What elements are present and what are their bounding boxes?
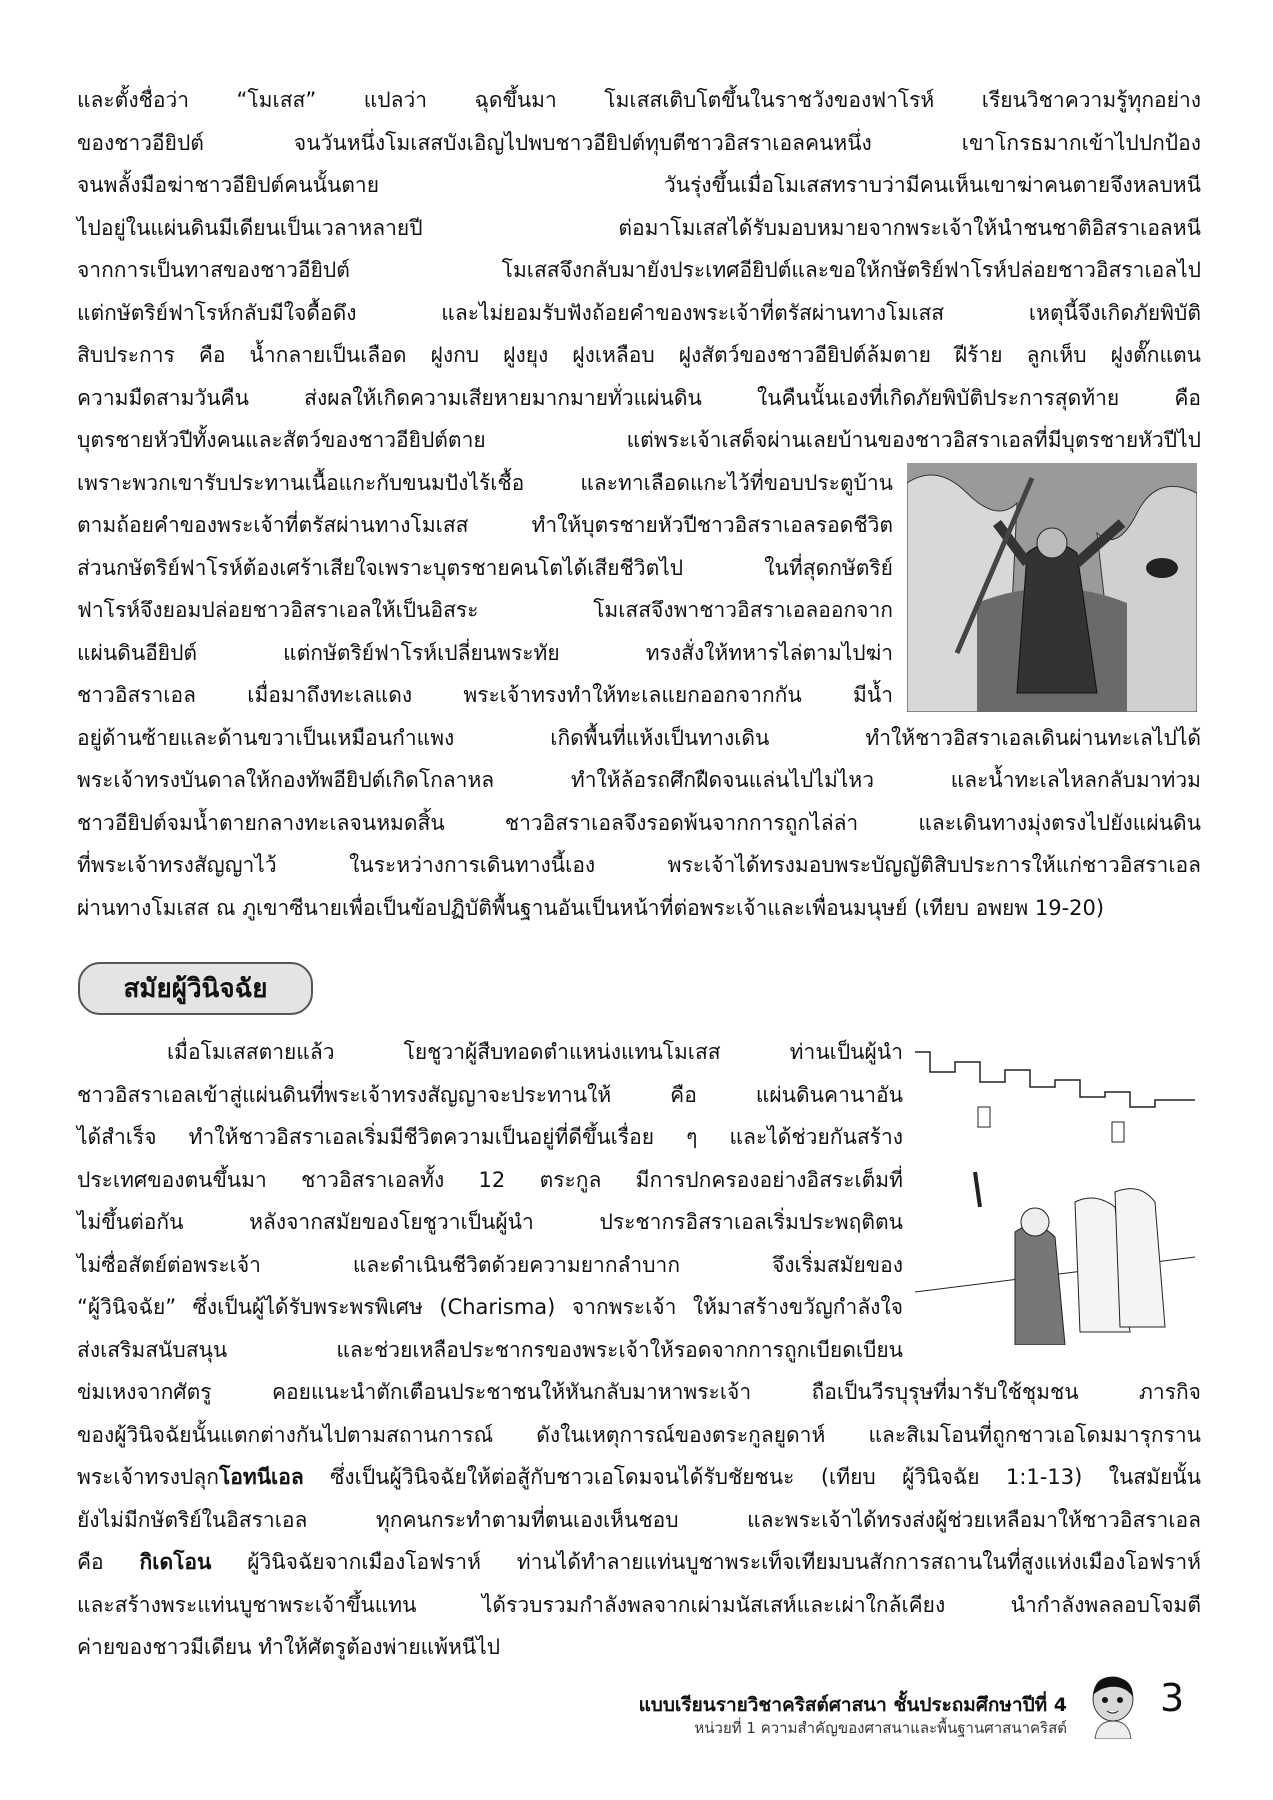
text-line: ของผู้วินิจฉัยนั้นแตกต่างกันไปตามสถานการณ์ ดังในเหตุการณ์ของตระกูลยูดาห์ และสิเมโอนที่ถูกชาวเอโดมมารุกราน — [77, 1422, 1201, 1447]
section-heading-judges: สมัยผู้วินิจฉัย — [78, 962, 313, 1015]
text-line: ไปอยู่ในแผ่นดินมีเดียนเป็นเวลาหลายปี ต่อมาโมเสสได้รับมอบหมายจากพระเจ้าให้นำชนชาติอิสราเอลหนี — [77, 215, 1201, 240]
text-line: ยังไม่มีกษัตริย์ในอิสราเอล ทุกคนกระทำตามที่ตนเองเห็นชอบ และพระเจ้าได้ทรงส่งผู้ช่วยเหลือมาให้ชาวอิสราเอล — [77, 1507, 1201, 1532]
text-segment: พระเจ้าทรงปลุก — [77, 1465, 219, 1489]
text-line: จนพลั้งมือฆ่าชาวอียิปต์คนนั้นตาย วันรุ่งขึ้นเมื่อโมเสสทราบว่ามีคนเห็นเขาฆ่าคนตายจึงหลบหนี — [77, 173, 1201, 197]
text-segment: คือ — [77, 1550, 140, 1574]
text-line: “ผู้วินิจฉัย” ซึ่งเป็นผู้ได้รับพระพรพิเศษ (Charisma) จากพระเจ้า ให้มาสร้างขวัญกำลังใจ — [77, 1295, 903, 1319]
text-line: ประเทศของตนขึ้นมา ชาวอิสราเอลทั้ง 12 ตระกูล มีการปกครองอย่างอิสระเต็มที่ — [77, 1167, 903, 1192]
text-line: แผ่นดินอียิปต์ แต่กษัตริย์ฟาโรห์เปลี่ยนพระทัย ทรงสั่งให้ทหารไล่ตามไปฆ่า — [77, 640, 893, 665]
text-line: สิบประการ คือ น้ำกลายเป็นเลือด ฝูงกบ ฝูงยุง ฝูงเหลือบ ฝูงสัตว์ของชาวอียิปต์ล้มตาย ฝีร้าย ลูกเห็บ ฝูงตั๊กแตน — [77, 343, 1201, 367]
moses-parting-sea-illustration — [907, 463, 1197, 712]
text-line: อยู่ด้านซ้ายและด้านขวาเป็นเหมือนกำแพง เกิดพื้นที่แห้งเป็นทางเดิน ทำให้ชาวอิสราเอลเดินผ่านทะเลไปได้ — [77, 725, 1201, 750]
text-line: ไม่ขึ้นต่อกัน หลังจากสมัยของโยชูวาเป็นผู้นำ ประชากรอิสราเอลเริ่มประพฤติตน — [77, 1210, 903, 1234]
text-line: และตั้งชื่อว่า “โมเสส” แปลว่า ฉุดขึ้นมา โมเสสเติบโตขึ้นในราชวังของฟาโรห์ เรียนวิชาความรู้ทุกอย่าง — [77, 88, 1201, 112]
bold-name: กิเดโอน — [139, 1550, 212, 1574]
text-line: จากการเป็นทาสของชาวอียิปต์ โมเสสจึงกลับมายังประเทศอียิปต์และขอให้กษัตริย์ฟาโรห์ปล่อยชาวอิสราเอลไป — [77, 258, 1201, 282]
text-line: พระเจ้าทรงบันดาลให้กองทัพอียิปต์เกิดโกลาหล ทำให้ล้อรถศึกฝืดจนแล่นไปไม่ไหว และน้ำทะเลไหลกลับมาท่วม — [77, 768, 1201, 792]
text-line: ค่ายของชาวมีเดียน ทำให้ศัตรูต้องพ่ายแพ้หนีไป — [77, 1635, 501, 1659]
text-line: ได้สำเร็จ ทำให้ชาวอิสราเอลเริ่มมีชีวิตความเป็นอยู่ที่ดีขึ้นเรื่อย ๆ และได้ช่วยกันสร้าง — [77, 1125, 903, 1149]
boy-mascot-icon — [1085, 1673, 1141, 1739]
text-line: ชาวอิสราเอลเข้าสู่แผ่นดินที่พระเจ้าทรงสัญญาจะประทานให้ คือ แผ่นดินคานาอัน — [77, 1082, 903, 1107]
text-line: ชาวอียิปต์จมน้ำตายกลางทะเลจนหมดสิ้น ชาวอิสราเอลจึงรอดพ้นจากการถูกไล่ล่า และเดินทางมุ่งตรงไปยังแผ่นดิน — [77, 810, 1201, 835]
footer-book-title: แบบเรียนรายวิชาคริสต์ศาสนา ชั้นประถมศึกษาปีที่ 4 — [638, 1694, 1067, 1716]
text-line: ส่วนกษัตริย์ฟาโรห์ต้องเศร้าเสียใจเพราะบุตรชายคนโตได้เสียชีวิตไป ในที่สุดกษัตริย์ — [77, 555, 893, 580]
text-line: ของชาวอียิปต์ จนวันหนึ่งโมเสสบังเอิญไปพบชาวอียิปต์ทุบตีชาวอิสราเอลคนหนึ่ง เขาโกรธมากเข้าไปปกป้อง — [77, 130, 1201, 155]
text-line: และสร้างพระแท่นบูชาพระเจ้าขึ้นแทน ได้รวบรวมกำลังพลจากเผ่ามนัสเสห์และเผ่าใกล้เคียง นำกำลังพลลอบโจมตี — [77, 1592, 1201, 1617]
text-line — [77, 1456, 1201, 1498]
text-line: เมื่อโมเสสตายแล้ว โยชูวาผู้สืบทอดตำแหน่งแทนโมเสส ท่านเป็นผู้นำ — [167, 1040, 903, 1064]
text-segment: ซึ่งเป็นผู้วินิจฉัยให้ต่อสู้กับชาวเอโดมจนได้รับชัยชนะ (เทียบ ผู้วินิจฉัย 1:1-13) ในสมัยนั้น — [303, 1465, 1201, 1489]
text-line: แต่กษัตริย์ฟาโรห์กลับมีใจดื้อดึง และไม่ยอมรับฟังถ้อยคำของพระเจ้าที่ตรัสผ่านทางโมเสส เหตุนี้จึงเกิดภัยพิบัติ — [77, 300, 1201, 325]
bold-name: โอทนีเอล — [218, 1465, 304, 1489]
text-segment: ผู้วินิจฉัยจากเมืองโอฟราห์ ท่านได้ทำลายแท่นบูชาพระเท็จเทียมบนสักการสถานในที่สูงแห่งเมืองโอฟราห์ — [211, 1550, 1202, 1574]
text-line: ข่มเหงจากศัตรู คอยแนะนำตักเตือนประชาชนให้หันกลับมาหาพระเจ้า ถือเป็นวีรบุรุษที่มารับใช้ชุมชน ภารกิจ — [77, 1380, 1201, 1404]
text-line — [77, 1541, 1201, 1583]
jericho-trumpets-illustration — [915, 1042, 1195, 1345]
text-line: ตามถ้อยคำของพระเจ้าที่ตรัสผ่านทางโมเสส ทำให้บุตรชายหัวปีชาวอิสราเอลรอดชีวิต — [77, 513, 893, 537]
text-line: ความมืดสามวันคืน ส่งผลให้เกิดความเสียหายมากมายทั่วแผ่นดิน ในคืนนั้นเองที่เกิดภัยพิบัติประการสุดท้าย คือ — [77, 385, 1201, 410]
text-line: ชาวอิสราเอล เมื่อมาถึงทะเลแดง พระเจ้าทรงทำให้ทะเลแยกออกจากกัน มีน้ำ — [77, 683, 893, 707]
text-line: บุตรชายหัวปีทั้งคนและสัตว์ของชาวอียิปต์ตาย แต่พระเจ้าเสด็จผ่านเลยบ้านของชาวอิสราเอลที่มีบุตรชายหัวปีไป — [77, 428, 1201, 452]
footer-unit-title: หน่วยที่ 1 ความสำคัญของศาสนาและพื้นฐานศาสนาคริสต์ — [694, 1719, 1067, 1737]
text-line: เพราะพวกเขารับประทานเนื้อแกะกับขนมปังไร้เชื้อ และทาเลือดแกะไว้ที่ขอบประตูบ้าน — [77, 470, 893, 495]
page-number: 3 — [1160, 1676, 1185, 1720]
text-line: ที่พระเจ้าทรงสัญญาไว้ ในระหว่างการเดินทางนี้เอง พระเจ้าได้ทรงมอบพระบัญญัติสิบประการให้แก่ชาวอิสราเอล — [77, 853, 1201, 877]
text-line: ไม่ซื่อสัตย์ต่อพระเจ้า และดำเนินชีวิตด้วยความยากลำบาก จึงเริ่มสมัยของ — [77, 1252, 903, 1277]
text-line: ฟาโรห์จึงยอมปล่อยชาวอิสราเอลให้เป็นอิสระ โมเสสจึงพาชาวอิสราเอลออกจาก — [77, 598, 893, 622]
text-line: ผ่านทางโมเสส ณ ภูเขาซีนายเพื่อเป็นข้อปฏิบัติพื้นฐานอันเป็นหน้าที่ต่อพระเจ้าและเพื่อนมนุษย์ (เทียบ อพยพ 19-20) — [77, 895, 1105, 920]
text-line: ส่งเสริมสนับสนุน และช่วยเหลือประชากรของพระเจ้าให้รอดจากการถูกเบียดเบียน — [77, 1337, 903, 1362]
